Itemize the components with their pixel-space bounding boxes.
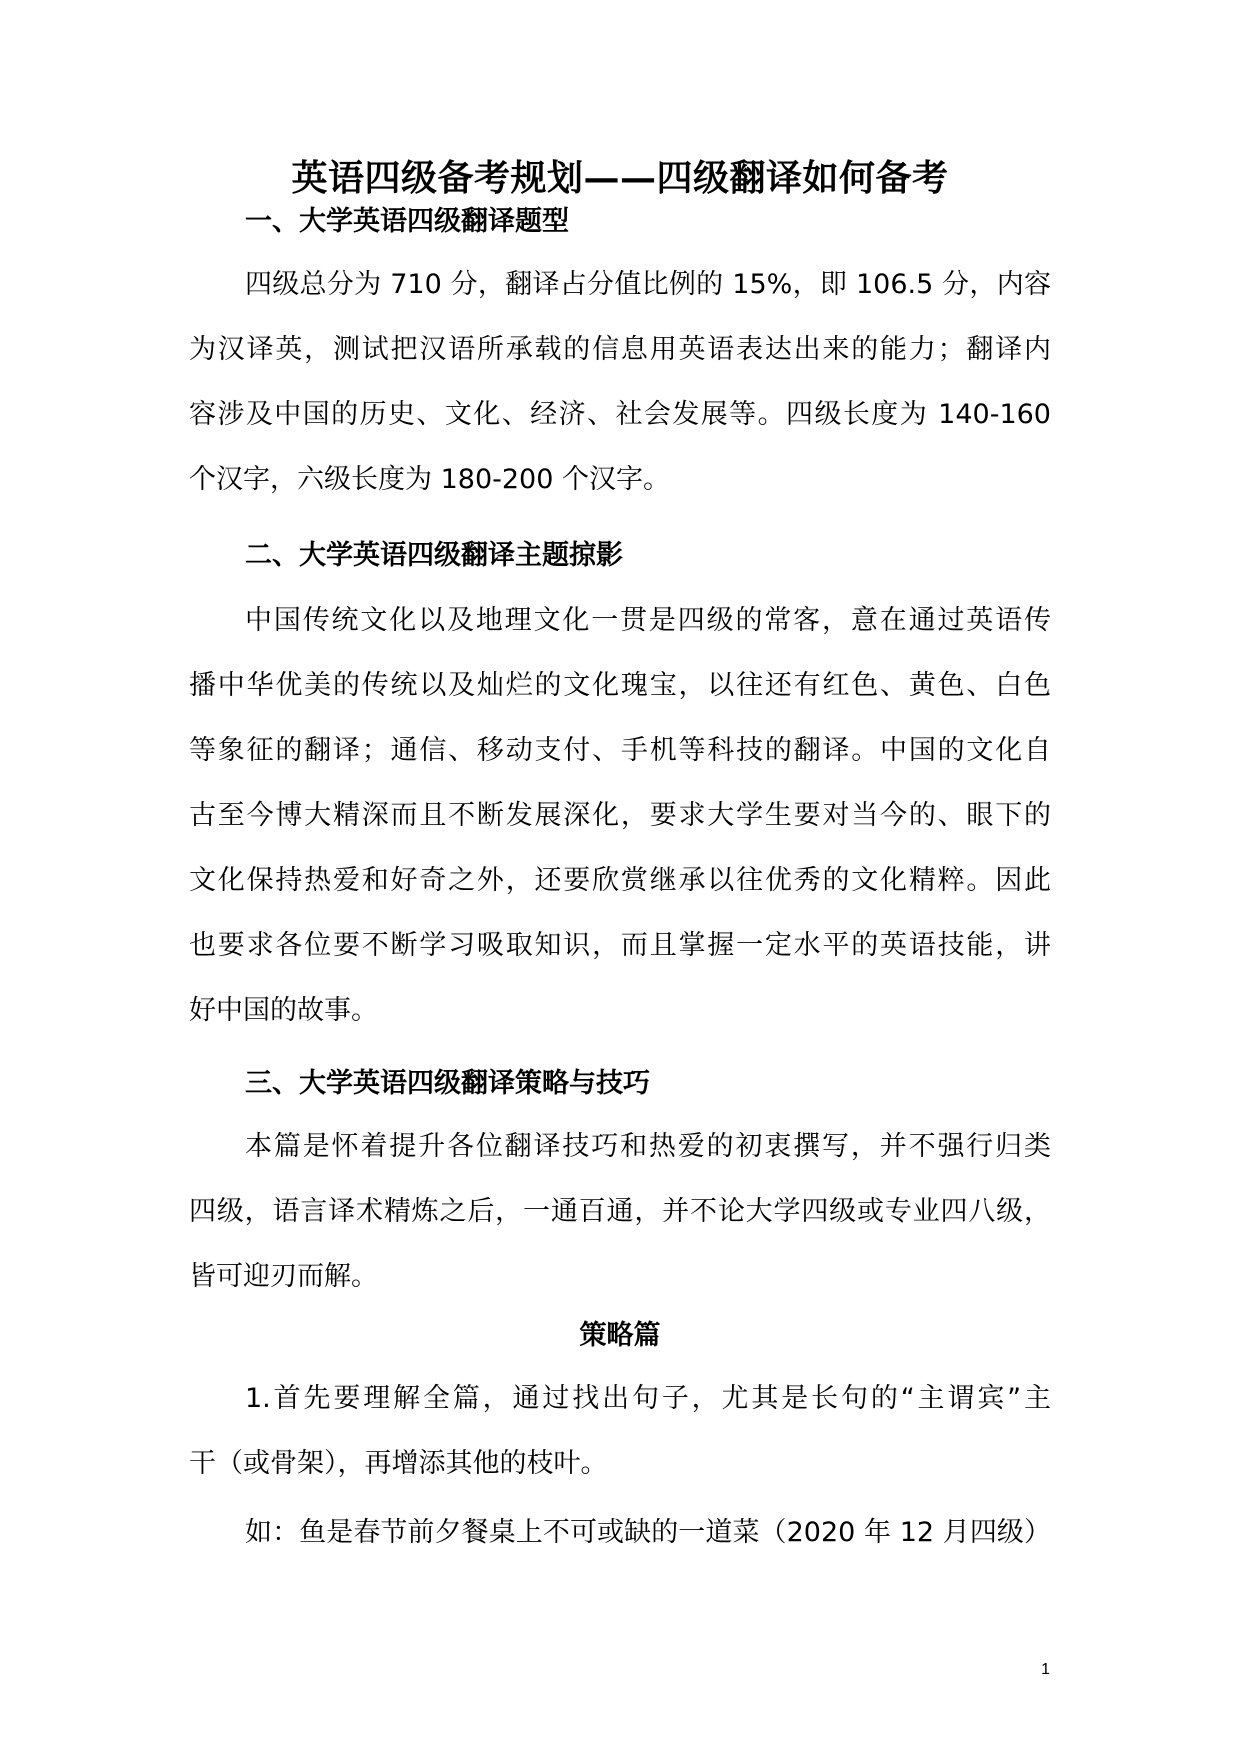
- strategy-heading: 策略篇: [579, 1320, 661, 1351]
- paragraph-line: 本篇是怀着提升各位翻译技巧和热爱的初衷撰写，并不强行归类: [245, 1131, 1051, 1162]
- paragraph-line: 容涉及中国的历史、文化、经济、社会发展等。四级长度为 140-160: [189, 399, 1051, 430]
- section-heading-3: 三、大学英语四级翻译策略与技巧: [245, 1068, 650, 1099]
- paragraph-line: 干（或骨架），再增添其他的枝叶。: [189, 1448, 608, 1479]
- paragraph-line: 播中华优美的传统以及灿烂的文化瑰宝，以往还有红色、黄色、白色: [189, 670, 1051, 701]
- paragraph-line: 1.首先要理解全篇，通过找出句子，尤其是长句的“主谓宾”主: [245, 1383, 1051, 1414]
- strategy-point-1: [189, 1366, 1051, 1496]
- document-title: 英语四级备考规划——四级翻译如何备考: [291, 157, 949, 199]
- paragraph-line: 为汉译英，测试把汉语所承载的信息用英语表达出来的能力；翻译内: [189, 334, 1051, 365]
- paragraph-line: 古至今博大精深而且不断发展深化，要求大学生要对当今的、眼下的: [189, 800, 1051, 831]
- paragraph-line: 等象征的翻译；通信、移动支付、手机等科技的翻译。中国的文化自: [189, 735, 1051, 766]
- section-heading-1: 一、大学英语四级翻译题型: [245, 206, 569, 237]
- paragraph-line: 如：鱼是春节前夕餐桌上不可或缺的一道菜（2020 年 12 月四级）: [245, 1517, 1051, 1548]
- paragraph-line: 四级总分为 710 分，翻译占分值比例的 15%，即 106.5 分，内容: [245, 269, 1051, 300]
- section-paragraph-3: [189, 1114, 1051, 1309]
- strategy-example: [189, 1500, 1051, 1565]
- paragraph-line: 好中国的故事。: [189, 995, 378, 1026]
- paragraph-line: 也要求各位要不断学习吸取知识，而且掌握一定水平的英语技能，讲: [189, 930, 1051, 961]
- section-paragraph-2: [189, 588, 1051, 1043]
- paragraph-line: 个汉字，六级长度为 180-200 个汉字。: [189, 464, 670, 495]
- paragraph-line: 四级，语言译术精炼之后，一通百通，并不论大学四级或专业四八级，: [189, 1196, 1051, 1227]
- section-paragraph-1: [189, 252, 1051, 512]
- section-heading-2: 二、大学英语四级翻译主题掠影: [245, 540, 623, 571]
- page-number: 1: [1041, 1661, 1050, 1678]
- paragraph-line: 中国传统文化以及地理文化一贯是四级的常客，意在通过英语传: [245, 605, 1051, 636]
- paragraph-line: 文化保持热爱和好奇之外，还要欣赏继承以往优秀的文化精粹。因此: [189, 865, 1051, 896]
- paragraph-line: 皆可迎刃而解。: [189, 1261, 378, 1292]
